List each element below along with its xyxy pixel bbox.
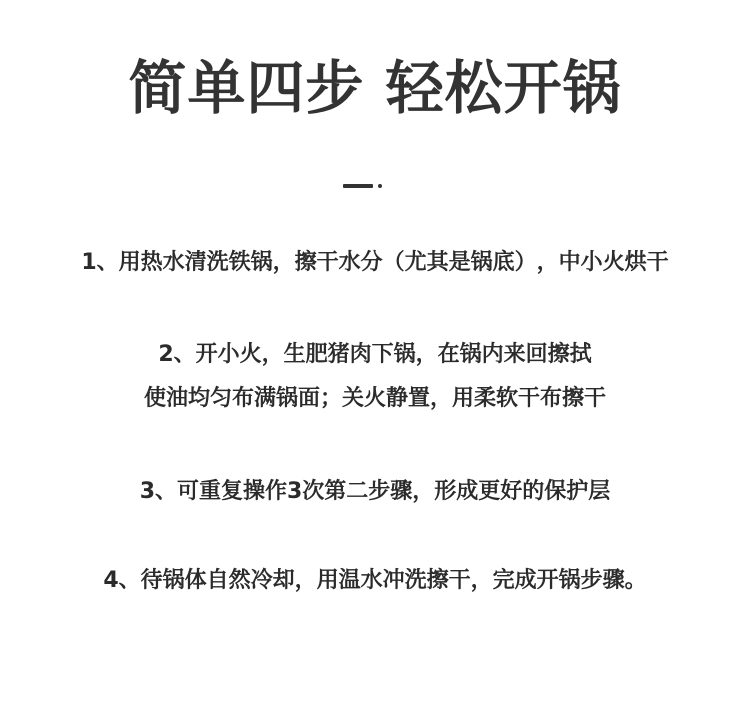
title-divider <box>343 184 373 188</box>
page-title: 简单四步 轻松开锅 <box>128 54 622 122</box>
step-1 <box>0 247 750 279</box>
title-divider-dot <box>378 184 382 188</box>
step-2-line-2: 使油均匀布满锅面；关火静置，用柔软干布擦干 <box>143 386 606 411</box>
step-3: 3、可重复操作3次第二步骤，形成更好的保护层 <box>139 479 611 504</box>
step-1-text: 1、用热水清洗铁锅，擦干水分 <box>81 250 383 275</box>
step-2-line-1: 2、开小火，生肥猪肉下锅，在锅内来回擦拭 <box>158 342 592 367</box>
step-1-text-end: ，中小火烘干 <box>536 250 669 275</box>
step-1-highlight: （尤其是锅底） <box>383 247 537 279</box>
step-4: 4、待锅体自然冷却，用温水冲洗擦干，完成开锅步骤。 <box>103 568 647 593</box>
